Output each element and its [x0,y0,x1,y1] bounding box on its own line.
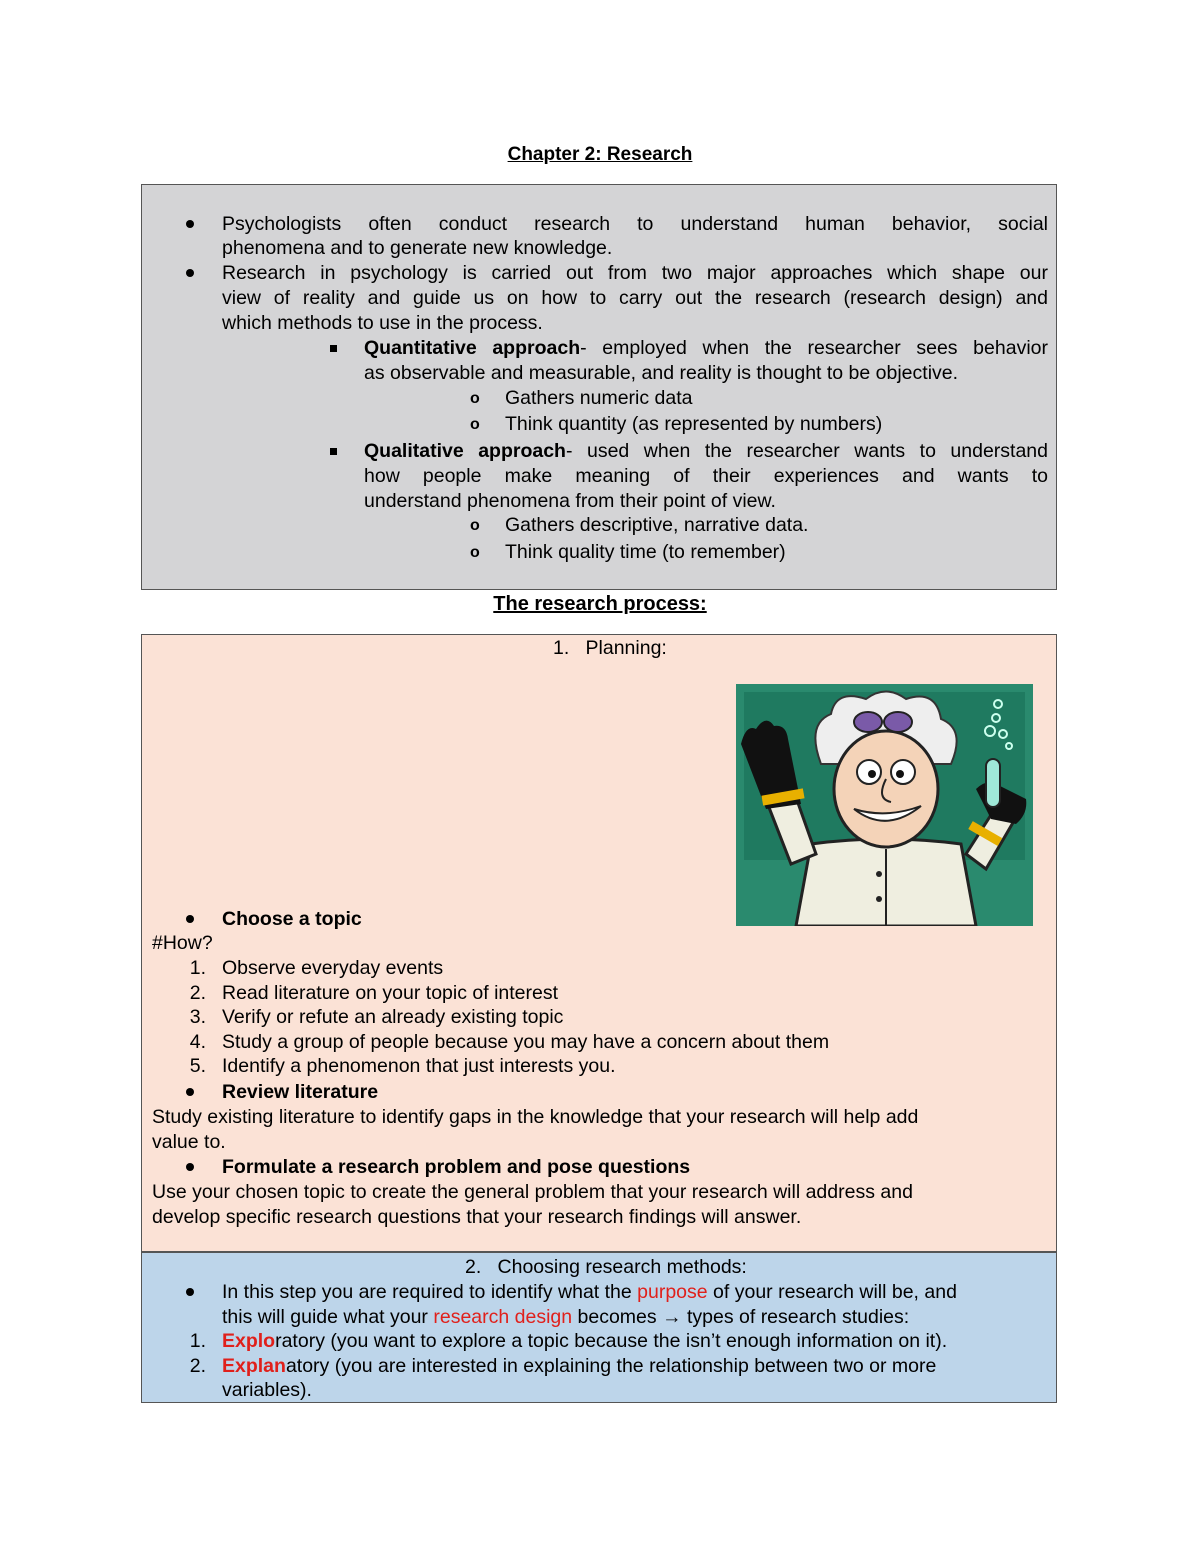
square-bullet [330,448,337,455]
sub-bullet-marker: o [470,390,480,407]
qualitative-label: Qualitative approach [364,440,566,462]
quantitative-label: Quantitative approach [364,337,581,359]
quantitative-definition: - employed when the researcher sees behavior [580,337,1048,359]
explanatory-highlight: Explan [222,1355,286,1377]
review-literature-text-1: Study existing literature to identify gaps in the knowledge that your research will help add [152,1106,919,1128]
bullet-dot [186,220,194,228]
intro-bullet-2-line-3: which methods to use in the process. [222,312,543,334]
bullet-dot [186,1088,194,1096]
planning-step: Study a group of people because you may have a concern about them [222,1030,830,1053]
methods-bullet-line-1 [222,1280,957,1305]
bullet-dot [186,915,194,923]
square-bullet [330,345,337,352]
planning-heading [553,636,667,661]
planning-step: Verify or refute an already existing topic [222,1006,564,1029]
list-number: 5. [189,1055,206,1078]
text-run: becomes → types of research studies: [572,1306,910,1328]
intro-bullet-1-line-2: phenomena and to generate new knowledge. [222,237,613,259]
list-number: 1. [189,1330,206,1352]
qualitative-sub-2: Think quality time (to remember) [505,541,786,563]
text-run: this will guide what your [222,1306,434,1328]
text-run: atory (you are interested in explaining the relationship between two or more [285,1355,937,1377]
mad-scientist-image [736,684,1033,926]
exploratory-item [222,1329,947,1354]
bullet-dot [186,1163,194,1171]
planning-step: Identify a phenomenon that just interests you. [222,1055,616,1078]
text-run: ratory (you want to explore a topic because the isn’t enough information on it). [275,1330,948,1352]
methods-heading [465,1255,747,1280]
methods-bullet-line-2 [222,1305,909,1330]
choose-topic-heading: Choose a topic [222,908,362,930]
list-number: 1. [189,957,206,979]
planning-number: 1. [553,637,570,659]
intro-bullet-1-line-1: Psychologists often conduct research to understand human behavior, social [222,213,1048,235]
methods-number: 2. [465,1256,482,1278]
quantitative-sub-2: Think quantity (as represented by numbers) [505,413,883,435]
research-design-term: research design [433,1306,573,1328]
quantitative-sub-1: Gathers numeric data [505,387,693,409]
intro-bullet-2-line-1: Research in psychology is carried out from two major approaches which shape our [222,262,1048,284]
list-number: 2. [189,981,206,1004]
exploratory-highlight: Explo [222,1330,276,1352]
review-literature-text-2: value to. [152,1131,226,1153]
qualitative-line-2: how people make meaning of their experiences and wants to [364,465,1048,487]
methods-label: Choosing research methods: [497,1256,747,1278]
list-number: 4. [189,1030,206,1053]
text-run: of your research will be, and [707,1281,957,1303]
planning-step: Read literature on your topic of interest [222,981,559,1004]
intro-bullet-2-line-2: view of reality and guide us on how to carry out the research (research design) and [222,287,1048,309]
formulate-text-1: Use your chosen topic to create the general problem that your research will address and [152,1181,913,1203]
qualitative-sub-1: Gathers descriptive, narrative data. [505,514,809,536]
text-run: In this step you are required to identify what the [222,1281,638,1303]
page-title: Chapter 2: Research [507,144,693,165]
qualitative-definition: - used when the researcher wants to understand [565,440,1048,462]
qualitative-line-1 [364,439,1048,464]
formulate-text-2: develop specific research questions that your research findings will answer. [152,1206,802,1228]
sub-bullet-marker: o [470,517,480,534]
explanatory-item-line-2: variables). [222,1379,312,1401]
section-title: The research process: [493,593,707,615]
how-label: #How? [152,932,213,954]
sub-bullet-marker: o [470,544,480,561]
formulate-heading: Formulate a research problem and pose questions [222,1156,691,1178]
list-number: 3. [189,1006,206,1029]
qualitative-line-3: understand phenomena from their point of view. [364,490,776,512]
explanatory-item [222,1354,936,1379]
bullet-dot [186,269,194,277]
list-number: 2. [189,1355,206,1377]
planning-step: Observe everyday events [222,957,444,979]
planning-label: Planning: [585,637,667,659]
review-literature-heading: Review literature [222,1081,379,1103]
sub-bullet-marker: o [470,416,480,433]
purpose-term: purpose [637,1281,708,1303]
bullet-dot [186,1288,194,1296]
quantitative-line-2: as observable and measurable, and reality is thought to be objective. [364,362,959,384]
quantitative-line-1 [364,336,1048,361]
